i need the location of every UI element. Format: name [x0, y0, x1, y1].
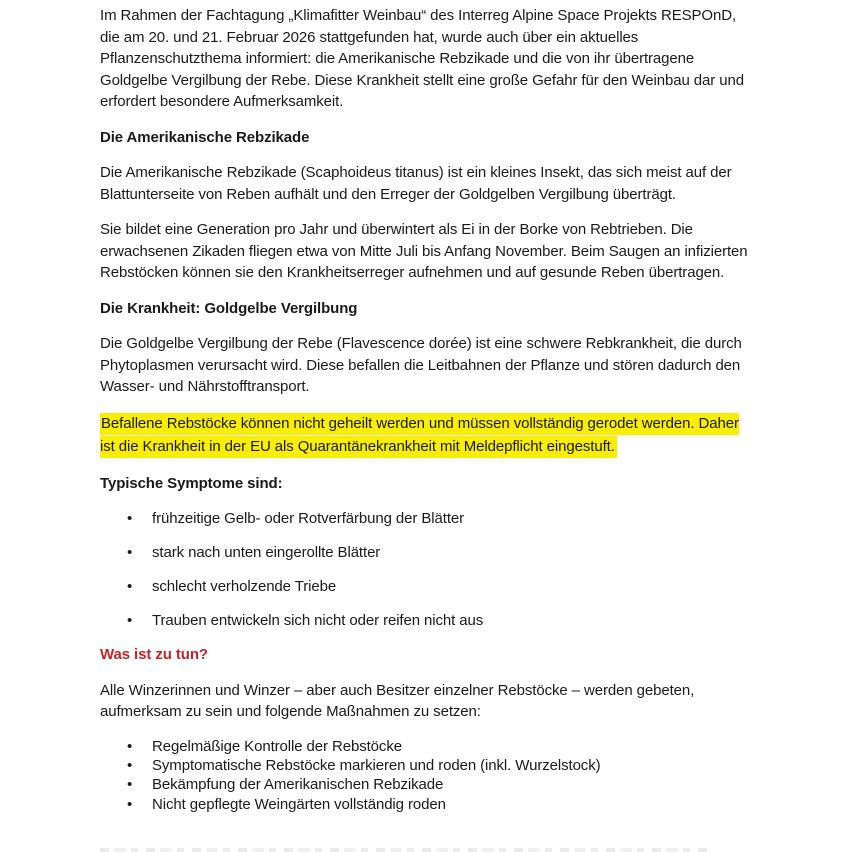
rebzikade-paragraph-2: Sie bildet eine Generation pro Jahr und überwintert als Ei in der Borke von Rebtrieben. Die erwachsenen Zikaden fliegen etwa von Mitte Juli bis Anfang November. Beim Saugen an infizierten Rebstöcken können sie den Krankheitserreger aufnehmen und auf gesunde Reben übertragen. — [100, 221, 748, 281]
yellow-highlight-text: Befallene Rebstöcke können nicht geheilt werden und müssen vollständig gerodet werden. Daher ist die Krankheit in der EU als Quarantänekrankheit mit Meldepflicht eingestuft. — [100, 413, 739, 459]
list-item: • Trauben entwickeln sich nicht oder reifen nicht aus — [100, 610, 750, 632]
heading-krankheit: Die Krankheit: Goldgelbe Vergilbung — [100, 299, 358, 317]
list-item: • Bekämpfung der Amerikanischen Rebzikade — [100, 775, 750, 794]
list-item: • Nicht gepflegte Weingärten vollständig roden — [100, 795, 750, 814]
symptoms-list — [100, 508, 750, 632]
list-item: • Regelmäßige Kontrolle der Rebstöcke — [100, 737, 750, 756]
heading-was-ist-zu-tun: Was ist zu tun? — [100, 646, 208, 663]
symptoms-label: Typische Symptome sind: — [100, 474, 283, 492]
measures-list — [100, 737, 750, 815]
clipped-next-line — [100, 848, 712, 852]
list-item: • schlecht verholzende Triebe — [100, 576, 750, 598]
highlighted-warning-paragraph — [100, 412, 750, 459]
heading-rebzikade: Die Amerikanische Rebzikade — [100, 128, 310, 146]
list-item: • stark nach unten eingerollte Blätter — [100, 542, 750, 564]
intro-paragraph: Im Rahmen der Fachtagung „Klimafitter Weinbau“ des Interreg Alpine Space Projekts RESPOnD, die am 20. und 21. Februar 2026 stattgefunden hat, wurde auch über ein aktuelles Pflanzenschutzthema informiert: die Amerikanische Rebzikade und die von ihr übertragene Goldgelbe Vergilbung der Rebe. Diese Krankheit stellt eine große Gefahr für den Weinbau dar und erfordert besondere Aufmerksamkeit. — [100, 7, 744, 110]
rebzikade-paragraph-1: Die Amerikanische Rebzikade (Scaphoideus titanus) ist ein kleines Insekt, das sich meist auf der Blattunterseite von Reben aufhält und den Erreger der Goldgelben Vergilbung überträgt. — [100, 164, 732, 203]
krankheit-paragraph-1: Die Goldgelbe Vergilbung der Rebe (Flavescence dorée) ist eine schwere Rebkrankheit, die durch Phytoplasmen verursacht wird. Diese befallen die Leitbahnen der Pflanze und stören dadurch den Wasser- und Nährstofftransport. — [100, 335, 742, 395]
massnahmen-paragraph: Alle Winzerinnen und Winzer – aber auch Besitzer einzelner Rebstöcke – werden gebeten, aufmerksam zu sein und folgende Maßnahmen zu setzen: — [100, 681, 695, 720]
list-item: • frühzeitige Gelb- oder Rotverfärbung der Blätter — [100, 508, 750, 530]
list-item: • Symptomatische Rebstöcke markieren und roden (inkl. Wurzelstock) — [100, 756, 750, 775]
